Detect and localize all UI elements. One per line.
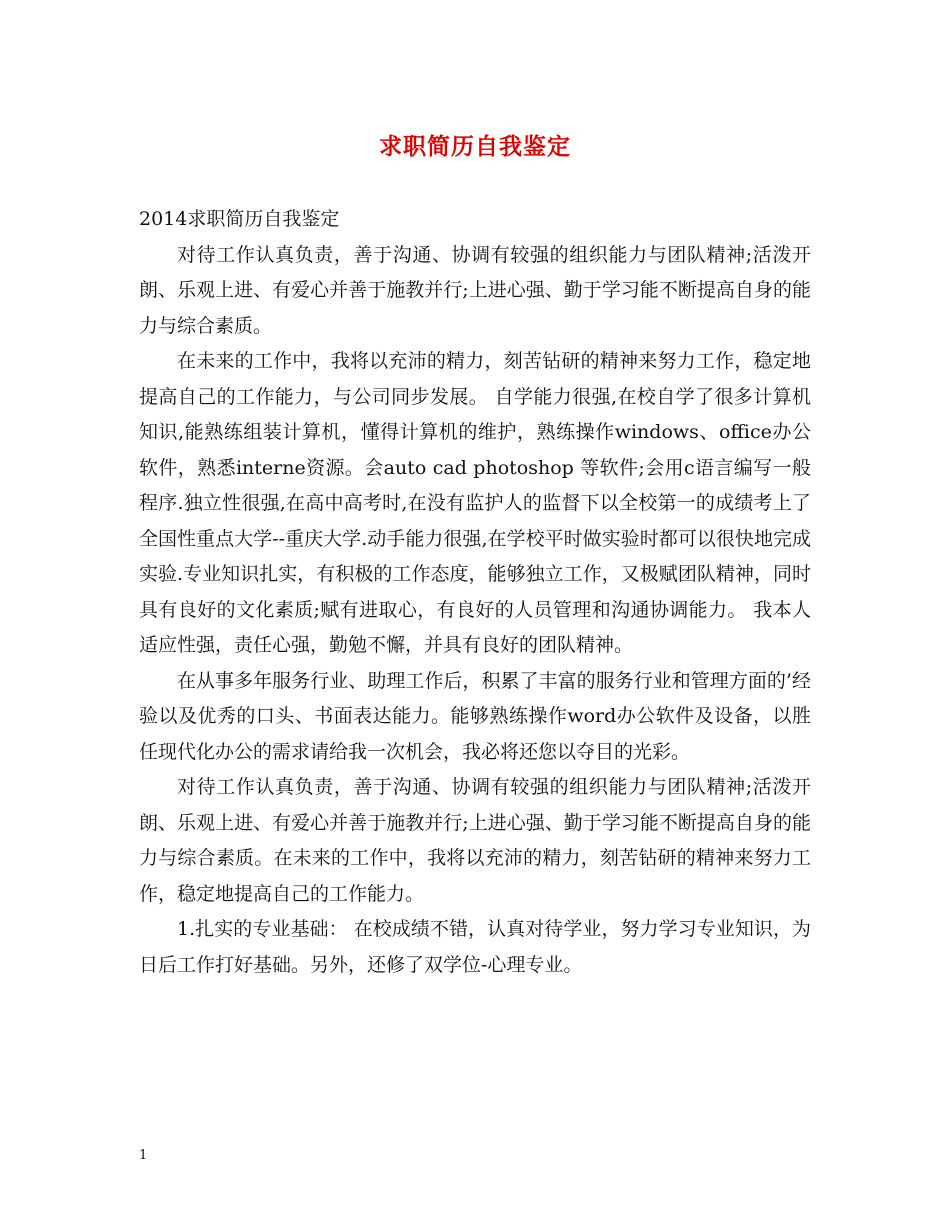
document-subtitle: 2014求职简历自我鉴定 [139,208,340,230]
paragraph-1: 对待工作认真负责，善于沟通、协调有较强的组织能力与团队精神;活泼开朗、乐观上进、有爱心并善于施教并行;上进心强、勤于学习能不断提高自身的能力与综合素质。 [139,243,811,337]
page-number: 1 [139,1148,148,1163]
document-body [139,202,811,983]
paragraph-2: 在未来的工作中，我将以充沛的精力，刻苦钻研的精神来努力工作，稳定地提高自己的工作能力，与公司同步发展。 自学能力很强,在校自学了很多计算机知识,能熟练组装计算机，懂得计算机的维护，熟练操作windows、office办公软件，熟悉interne资源。会auto cad photoshop 等软件;会用c语言编写一般程序.独立性很强,在高中高考时,在没有监护人的监督下以全校第一的成绩考上了全国性重点大学--重庆大学.动手能力很强,在学校平时做实验时都可以很快地完成实验.专业知识扎实，有积极的工作态度，能够独立工作，又极赋团队精神，同时具有良好的文化素质;赋有进取心，有良好的人员管理和沟通协调能力。 我本人适应性强，责任心强，勤勉不懈，并具有良好的团队精神。 [139,350,811,656]
page-title: 求职简历自我鉴定 [379,133,571,160]
paragraph-5: 1.扎实的专业基础： 在校成绩不错，认真对待学业，努力学习专业知识，为日后工作打好基础。另外，还修了双学位-心理专业。 [139,918,811,976]
paragraph-4: 对待工作认真负责，善于沟通、协调有较强的组织能力与团队精神;活泼开朗、乐观上进、有爱心并善于施教并行;上进心强、勤于学习能不断提高自身的能力与综合素质。在未来的工作中，我将以充沛的精力，刻苦钻研的精神来努力工作，稳定地提高自己的工作能力。 [139,776,811,905]
paragraph-3: 在从事多年服务行业、助理工作后，积累了丰富的服务行业和管理方面的’经验以及优秀的口头、书面表达能力。能够熟练操作word办公软件及设备，以胜任现代化办公的需求请给我一次机会，我必将还您以夺目的光彩。 [139,669,811,763]
